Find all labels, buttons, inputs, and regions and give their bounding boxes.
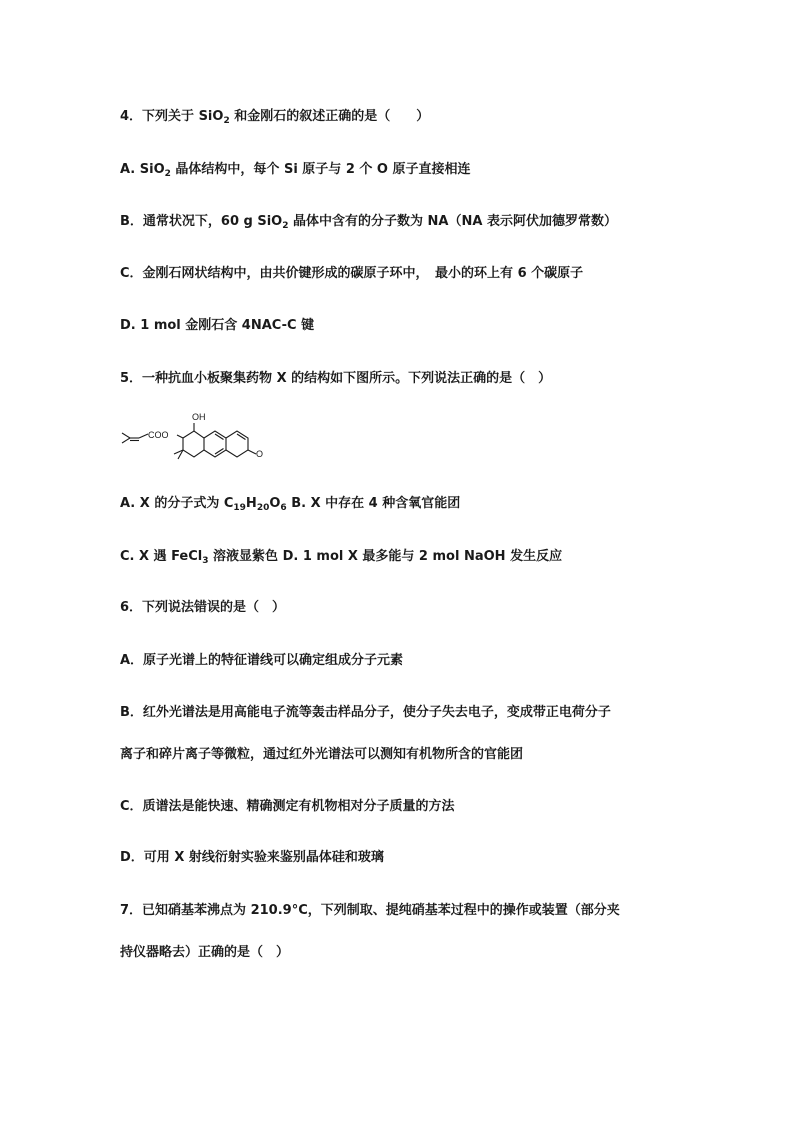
question-6-option-c: C．质谱法是能快速、精确测定有机物相对分子质量的方法 bbox=[120, 799, 455, 814]
structure-label-o: O bbox=[256, 449, 264, 459]
question-6-option-a: A．原子光谱上的特征谱线可以确定组成分子元素 bbox=[120, 653, 404, 668]
question-5-option-ab: A. X 的分子式为 $C_{19}H_{20}O_6$ B. X 中存在 4 种含氧官能团 bbox=[120, 496, 461, 513]
question-6-option-b: B．红外光谱法是用高能电子流等轰击样品分子，使分子失去电子，变成带正电荷分子 bbox=[120, 705, 611, 720]
question-6-stem: 6．下列说法错误的是（ ） bbox=[120, 600, 286, 615]
question-6-option-b-cont: 离子和碎片离子等微粒，通过红外光谱法可以测知有机物所含的官能团 bbox=[120, 747, 524, 762]
question-7-stem: 7．已知硝基苯沸点为 210.9°C，下列制取、提纯硝基苯过程中的操作或装置（部分夹 bbox=[120, 903, 620, 918]
question-4-option-c: C．金刚石网状结构中，由共价键形成的碳原子环中， 最小的环上有 6 个碳原子 bbox=[120, 266, 584, 281]
structure-diagram bbox=[118, 410, 278, 468]
question-4-stem: 4．下列关于 SiO$_2$ 和金刚石的叙述正确的是（ ） bbox=[120, 109, 430, 126]
question-7-stem-cont: 持仪器略去）正确的是（ ） bbox=[120, 945, 290, 960]
question-4-option-a: A. SiO$_2$ 晶体结构中，每个 Si 原子与 2 个 O 原子直接相连 bbox=[120, 162, 471, 179]
question-4-option-b: B．通常状况下，60 g SiO$_2$ 晶体中含有的分子数为 NA（NA 表示阿伏加德罗常数） bbox=[120, 214, 617, 231]
question-5-stem: 5．一种抗血小板聚集药物 X 的结构如下图所示。下列说法正确的是（ ） bbox=[120, 371, 552, 386]
question-4-option-d: D. 1 mol 金刚石含 4NAC-C 键 bbox=[120, 318, 315, 333]
question-5-option-cd: C. X 遇 FeCl$_3$ 溶液显紫色 D. 1 mol X 最多能与 2 mol NaOH 发生反应 bbox=[120, 549, 563, 566]
structure-label-oh: OH bbox=[192, 412, 206, 422]
question-6-option-d: D．可用 X 射线衍射实验来鉴别晶体硅和玻璃 bbox=[120, 850, 384, 865]
structure-label-coo: COO bbox=[148, 430, 169, 440]
